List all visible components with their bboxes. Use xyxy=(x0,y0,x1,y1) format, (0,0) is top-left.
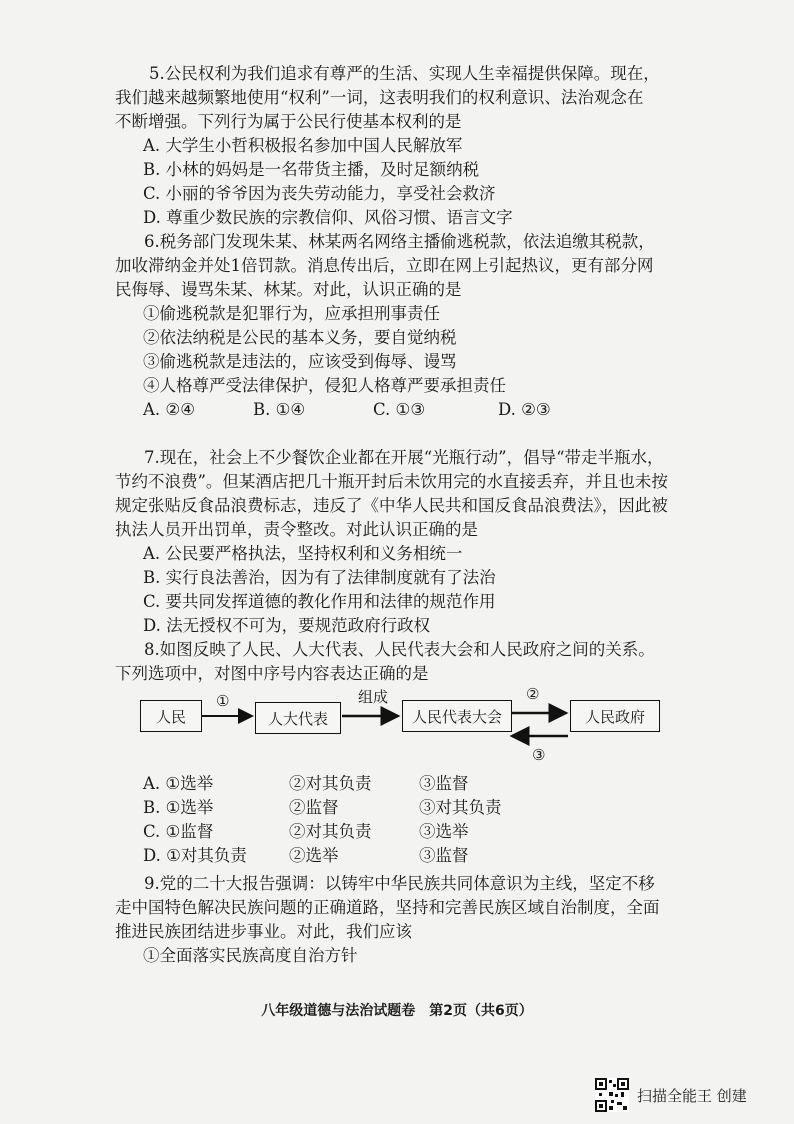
q7-stem-line: 节约不浪费”。但某酒店把几十瓶开封后未饮用完的水直接丢弃，并且也未按 xyxy=(115,472,668,491)
q5-option-b: B. 小林的妈妈是一名带货主播，及时足额纳税 xyxy=(143,160,480,179)
watermark-text: 扫描全能王 创建 xyxy=(637,1086,747,1105)
box-people: 人民 xyxy=(140,700,202,732)
question-5-cont xyxy=(115,86,675,230)
q9-item-1: ①全面落实民族高度自治方针 xyxy=(143,946,358,965)
label-compose: 组成 xyxy=(358,688,389,706)
question-6 xyxy=(115,230,675,422)
q6-option-a: A. ②④ xyxy=(143,400,195,419)
marker-2: ② xyxy=(526,685,540,703)
q8-option-a xyxy=(115,772,675,796)
q7-option-c: C. 要共同发挥道德的教化作用和法律的规范作用 xyxy=(143,592,496,611)
q8-option-c xyxy=(115,820,675,844)
question-8 xyxy=(115,638,675,686)
q8-options xyxy=(115,772,675,868)
question-7 xyxy=(115,446,675,638)
marker-1: ① xyxy=(216,692,230,710)
q8-c-1: C. ①监督 xyxy=(143,822,214,841)
q9-stem-line: 走中国特色解决民族问题的正确道路，坚持和完善民族区域自治制度，全面 xyxy=(115,898,660,917)
marker-3: ③ xyxy=(532,746,546,764)
q8-stem-line: 下列选项中，对图中序号内容表达正确的是 xyxy=(115,664,429,683)
relationship-diagram xyxy=(140,685,660,778)
q6-options-row xyxy=(115,398,675,422)
q5-stem-line: 我们越来越频繁地使用“权利”一词，这表明我们的权利意识、法治观念在 xyxy=(115,88,644,107)
q8-b-3: ③对其负责 xyxy=(419,798,502,817)
q8-c-2: ②对其负责 xyxy=(289,822,372,841)
scanner-watermark xyxy=(595,1078,747,1112)
q8-stem-line: 8.如图反映了人民、人大代表、人民代表大会和人民政府之间的关系。 xyxy=(144,640,655,659)
q6-option-b: B. ①④ xyxy=(253,400,306,419)
q5-option-c: C. 小丽的爷爷因为丧失劳动能力，享受社会救济 xyxy=(143,184,496,203)
q8-d-3: ③监督 xyxy=(419,846,469,865)
box-congress: 人民代表大会 xyxy=(402,700,512,732)
q9-stem-line: 9.党的二十大报告强调：以铸牢中华民族共同体意识为主线，坚定不移 xyxy=(144,874,655,893)
q6-item-1: ①偷逃税款是犯罪行为，应承担刑事责任 xyxy=(143,304,440,323)
q9-stem-line: 推进民族团结进步事业。对此，我们应该 xyxy=(115,922,412,941)
q5-option-d: D. 尊重少数民族的宗教信仰、风俗习惯、语言文字 xyxy=(143,208,513,227)
q8-b-1: B. ①选举 xyxy=(143,798,214,817)
q7-stem-line: 7.现在，社会上不少餐饮企业都在开展“光瓶行动”，倡导“带走半瓶水， xyxy=(144,448,664,467)
question-9 xyxy=(115,872,675,968)
q6-option-c: C. ①③ xyxy=(373,400,426,419)
q7-stem-line: 规定张贴反食品浪费标志，违反了《中华人民共和国反食品浪费法》，因此被 xyxy=(115,496,668,515)
box-government: 人民政府 xyxy=(570,700,660,732)
q5-stem-line: 不断增强。下列行为属于公民行使基本权利的是 xyxy=(115,112,462,131)
q6-stem-line: 加收滞纳金并处1倍罚款。消息传出后，立即在网上引起热议，更有部分网 xyxy=(115,256,654,275)
q6-stem-line: 民侮辱、谩骂朱某、林某。对此，认识正确的是 xyxy=(115,280,462,299)
q8-option-d xyxy=(115,844,675,868)
q6-item-2: ②依法纳税是公民的基本义务，要自觉纳税 xyxy=(143,328,457,347)
q8-option-b xyxy=(115,796,675,820)
q6-item-4: ④人格尊严受法律保护，侵犯人格尊严要承担责任 xyxy=(143,376,506,395)
q6-item-3: ③偷逃税款是违法的，应该受到侮辱、谩骂 xyxy=(143,352,457,371)
q8-a-3: ③监督 xyxy=(419,774,469,793)
q7-stem-line: 执法人员开出罚单，责令整改。对此认识正确的是 xyxy=(115,520,478,539)
q6-stem-line: 6.税务部门发现朱某、林某两名网络主播偷逃税款，依法追缴其税款， xyxy=(144,232,655,251)
q7-option-a: A. 公民要严格执法，坚持权利和义务相统一 xyxy=(143,544,463,563)
q7-option-d: D. 法无授权不可为，要规范政府行政权 xyxy=(143,616,431,635)
q8-d-1: D. ①对其负责 xyxy=(143,846,247,865)
q8-d-2: ②选举 xyxy=(289,846,339,865)
question-5 xyxy=(120,62,680,86)
q8-b-2: ②监督 xyxy=(289,798,339,817)
q8-a-2: ②对其负责 xyxy=(289,774,372,793)
q7-option-b: B. 实行良法善治，因为有了法律制度就有了法治 xyxy=(143,568,496,587)
q5-stem-line: 5.公民权利为我们追求有尊严的生活、实现人生幸福提供保障。现在， xyxy=(149,64,660,83)
q6-option-d: D. ②③ xyxy=(498,400,551,419)
q8-c-3: ③选举 xyxy=(419,822,469,841)
page-footer: 八年级道德与法治试题卷 第2页（共6页） xyxy=(261,1003,533,1019)
q8-a-1: A. ①选举 xyxy=(143,774,214,793)
box-deputy: 人大代表 xyxy=(255,702,341,734)
qr-code-icon xyxy=(595,1078,629,1112)
q5-option-a: A. 大学生小哲积极报名参加中国人民解放军 xyxy=(143,136,463,155)
